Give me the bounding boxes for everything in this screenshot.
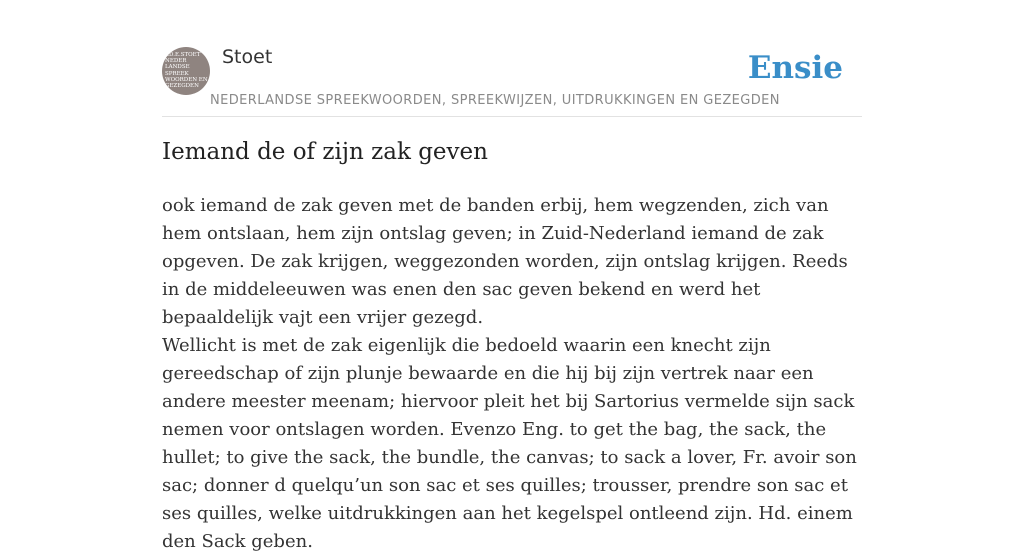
entry-paragraph: ook iemand de zak geven met de banden erbij, hem wegzenden, zich van hem ontslaan, hem zijn ontslag geven; in Zuid-Nederland iemand de zak opgeven. De zak krijgen, weggezonden worden, zijn ontslag krijgen. Reeds in de middeleeuwen was enen den sac geven bekend en werd het bepaaldelijk vajt een vrijer gezegd. xyxy=(162,195,848,328)
author-name-link[interactable]: Stoet xyxy=(222,46,273,68)
avatar-book-cover-text: ED.E.STOET NEDER LANDSE SPREEK WOORDEN EN GEZEGDEN xyxy=(165,52,208,90)
entry-body xyxy=(162,192,862,556)
entry-paragraph: Wellicht is met de zak eigenlijk die bedoeld waarin een knecht zijn gereedschap of zijn plunje bewaarde en die hij bij zijn vertrek naar een andere meester meenam; hiervoor pleit het bij Sartorius vermelde sijn sack nemen voor ontslagen worden. Evenzo Eng. to get the bag, the sack, the hullet; to give the sack, the bundle, the canvas; to sack a lover, Fr. avoir son sac; donner d quelqu’un son sac et ses quilles; trousser, prendre son sac et ses quilles, welke uitdrukkingen aan het kegelspel ontleend zijn. Hd. einem den Sack geben. xyxy=(162,335,857,552)
ensie-logo[interactable]: Ensie xyxy=(747,50,843,86)
author-avatar[interactable] xyxy=(162,47,210,95)
entry-title: Iemand de of zijn zak geven xyxy=(162,139,488,165)
source-title-link[interactable]: NEDERLANDSE SPREEKWOORDEN, SPREEKWIJZEN, UITDRUKKINGEN EN GEZEGDEN xyxy=(210,93,780,108)
header xyxy=(162,0,862,117)
